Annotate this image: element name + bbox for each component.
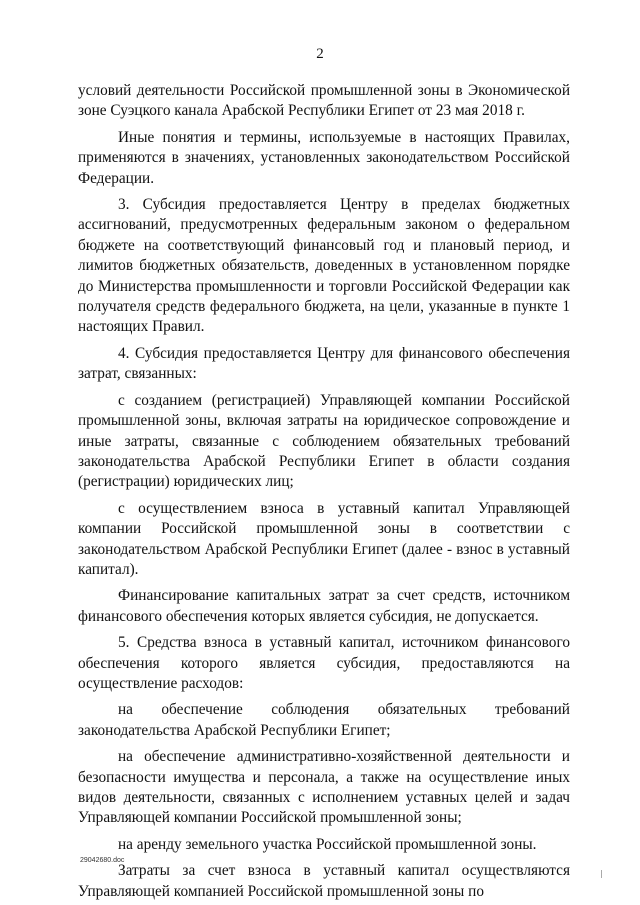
document-body xyxy=(78,81,570,902)
paragraph-clause-5-item-3: на аренду земельного участка Российской промышленной зоны. xyxy=(118,835,537,853)
margin-mark xyxy=(601,870,605,878)
paragraph-clause-3: 3. Субсидия предоставляется Центру в пределах бюджетных ассигнований, предусмотренных федеральным законом о федеральном бюджете на соответствующий финансовый год и плановый период, и лимитов бюджетных обязательств, доведенных в установленном порядке до Министерства промышленности и торговли Российской Федерации как получателя средств федерального бюджета, на цели, указанные в пункте 1 настоящих Правил. xyxy=(78,196,570,336)
paragraph-expenses: Затраты за счет взноса в уставный капитал осуществляются Управляющей компанией Российской промышленной зоны по xyxy=(78,862,570,900)
paragraph-capital-costs: Финансирование капитальных затрат за счет средств, источником финансового обеспечения которых является субсидия, не допускается. xyxy=(78,587,570,625)
paragraph-clause-4-item-2: с осуществлением взноса в уставный капитал Управляющей компании Российской промышленной зоны в соответствии с законодательством Арабской Республики Египет (далее - взнос в уставный капитал). xyxy=(78,499,570,578)
paragraph-terms: Иные понятия и термины, используемые в настоящих Правилах, применяются в значениях, установленных законодательством Российской Федерации. xyxy=(78,128,570,187)
paragraph-clause-5-item-1: на обеспечение соблюдения обязательных требований законодательства Арабской Республики Египет; xyxy=(78,701,570,739)
paragraph-clause-4-item-1: с созданием (регистрацией) Управляющей компании Российской промышленной зоны, включая затраты на юридическое сопровождение и иные затраты, связанные с соблюдением обязательных требований законодательства Арабской Республики Египет в области создания (регистрации) юридических лиц; xyxy=(78,391,570,491)
footer-doc-code: 29042680.doc xyxy=(80,857,125,864)
page-number: 2 xyxy=(316,46,324,62)
paragraph-clause-5-item-2: на обеспечение административно-хозяйственной деятельности и безопасности имущества и персонала, а также на осуществление иных видов деятельности, связанных с исполнением уставных целей и задач Управляющей компании Российской промышленной зоны; xyxy=(78,748,570,827)
paragraph-continuation: условий деятельности Российской промышленной зоны в Экономической зоне Суэцкого канала Арабской Республики Египет от 23 мая 2018 г. xyxy=(78,82,570,120)
paragraph-clause-4: 4. Субсидия предоставляется Центру для финансового обеспечения затрат, связанных: xyxy=(78,344,570,383)
paragraph-clause-5: 5. Средства взноса в уставный капитал, источником финансового обеспечения которого является субсидия, предоставляются на осуществление расходов: xyxy=(78,634,570,692)
